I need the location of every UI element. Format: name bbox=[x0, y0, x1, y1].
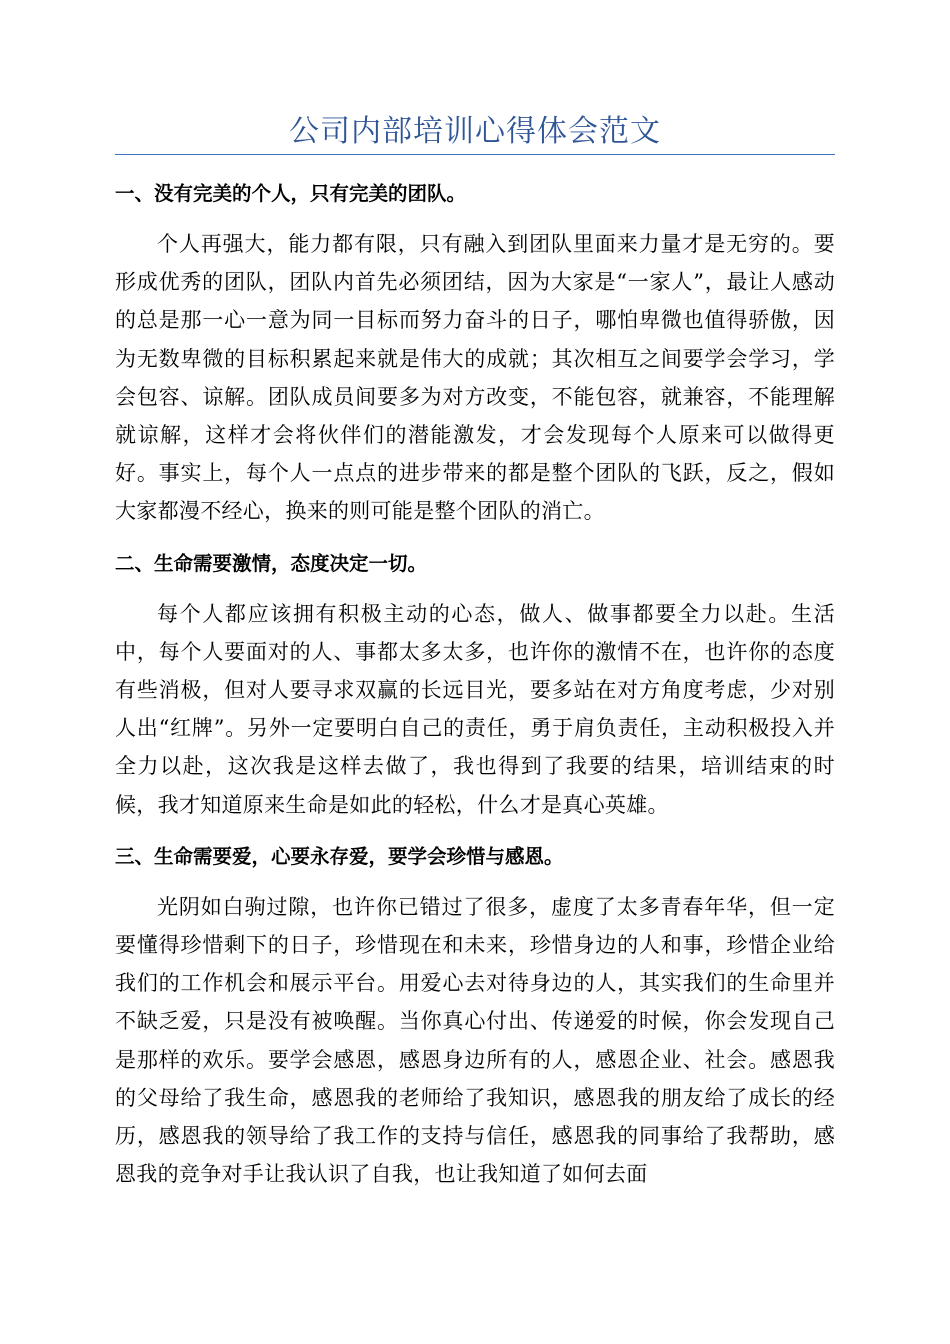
document-body bbox=[115, 172, 835, 1204]
page-title: 公司内部培训心得体会范文 bbox=[289, 114, 661, 149]
section-paragraph-1: 个人再强大，能力都有限，只有融入到团队里面来力量才是无穷的。要形成优秀的团队，团队内首先必须团结，因为大家是“一家人”，最让人感动的总是那一心一意为同一目标而努力奋斗的日子，哪怕卑微也值得骄傲，因为无数卑微的目标积累起来就是伟大的成就；其次相互之间要学会学习，学会包容、谅解。团队成员间要多为对方改变，不能包容，就兼容，不能理解就谅解，这样才会将伙伴们的潜能激发，才会发现每个人原来可以做得更好。事实上，每个人一点点的进步带来的都是整个团队的飞跃，反之，假如大家都漫不经心，换来的则可能是整个团队的消亡。 bbox=[115, 232, 835, 524]
section-heading-2: 二、生命需要激情，态度决定一切。 bbox=[115, 551, 428, 575]
title-underline bbox=[115, 154, 835, 155]
section-paragraph-2: 每个人都应该拥有积极主动的心态，做人、做事都要全力以赴。生活中，每个人要面对的人、事都太多太多，也许你的激情不在，也许你的态度有些消极，但对人要寻求双赢的长远目光，要多站在对方角度考虑，少对别人出“红牌”。另外一定要明白自己的责任，勇于肩负责任，主动积极投入并全力以赴，这次我是这样去做了，我也得到了我要的结果，培训结束的时候，我才知道原来生命是如此的轻松，什么才是真心英雄。 bbox=[115, 601, 835, 817]
section-heading-1: 一、没有完美的个人，只有完美的团队。 bbox=[115, 182, 467, 205]
section-heading-3: 三、生命需要爱，心要永存爱，要学会珍惜与感恩。 bbox=[115, 844, 564, 868]
section-paragraph-3: 光阴如白驹过隙，也许你已错过了很多，虚度了太多青春年华，但一定要懂得珍惜剩下的日子，珍惜现在和未来，珍惜身边的人和事，珍惜企业给我们的工作机会和展示平台。用爱心去对待身边的人，其实我们的生命里并不缺乏爱，只是没有被唤醒。当你真心付出、传递爱的时候，你会发现自己是那样的欢乐。要学会感恩，感恩身边所有的人，感恩企业、社会。感恩我的父母给了我生命，感恩我的老师给了我知识，感恩我的朋友给了成长的经历，感恩我的领导给了我工作的支持与信任，感恩我的同事给了我帮助，感恩我的竞争对手让我认识了自我，也让我知道了如何去面 bbox=[115, 894, 835, 1187]
